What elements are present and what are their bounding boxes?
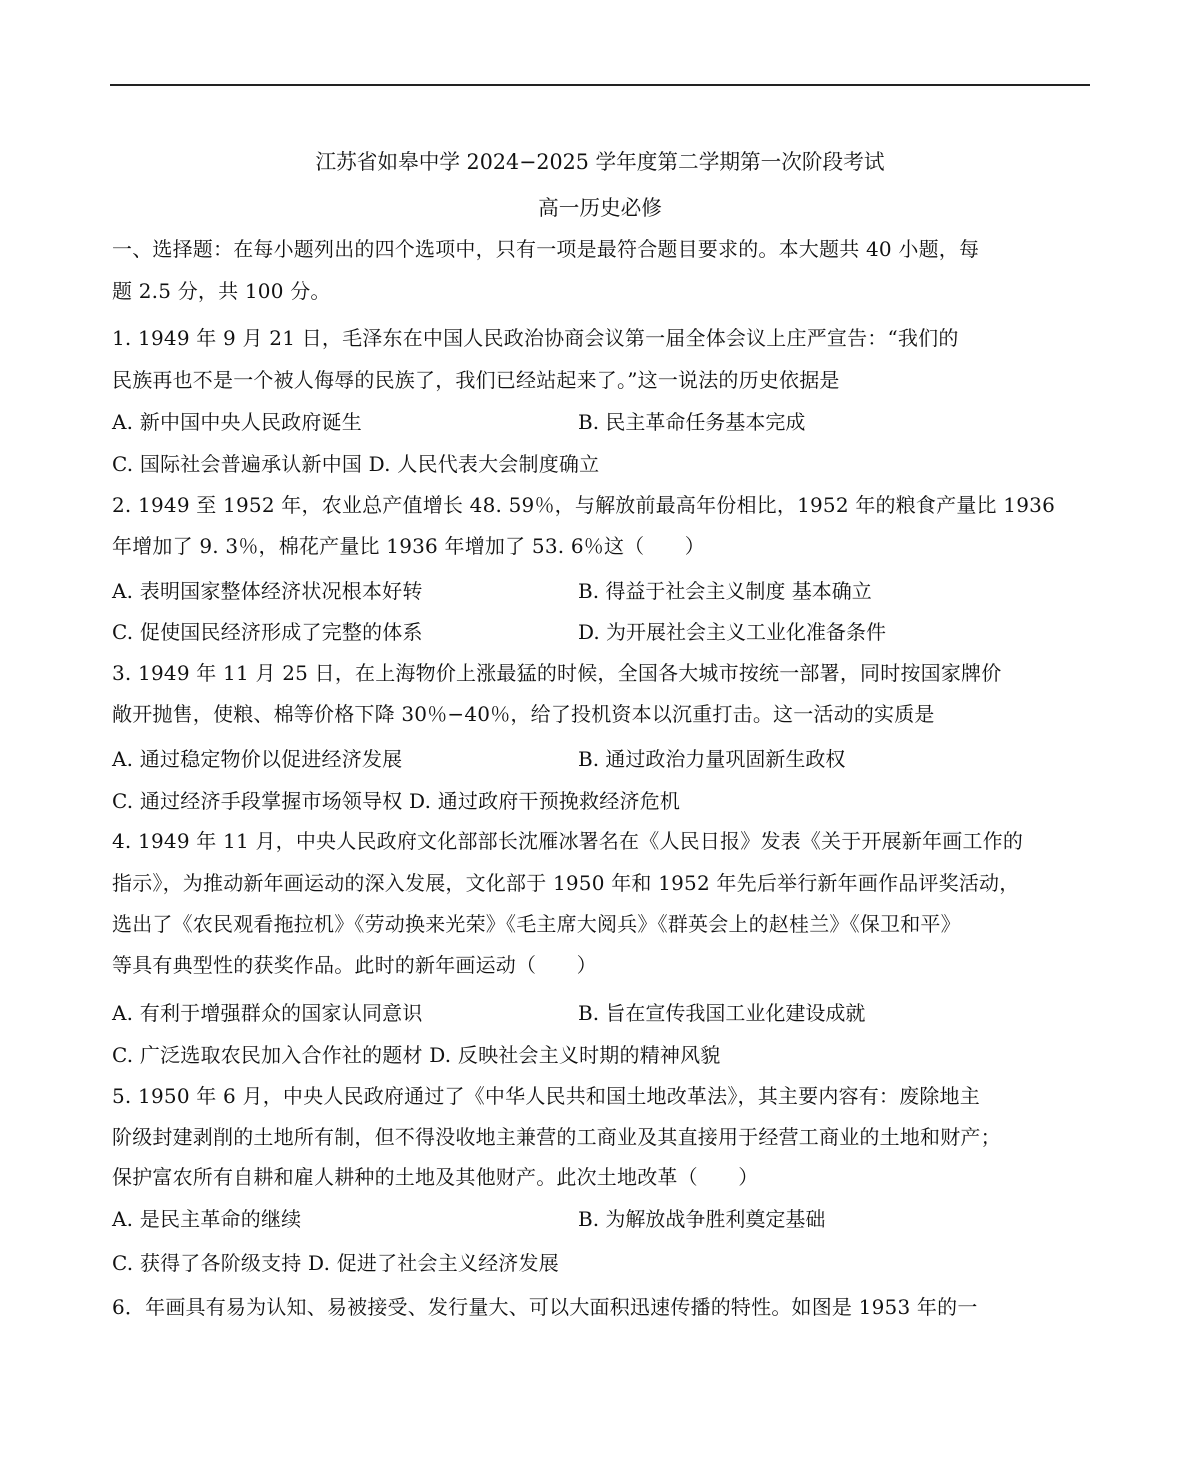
exam-subtitle: 高一历史必修 xyxy=(538,196,662,220)
q3-option-a: A. 通过稳定物价以促进经济发展 xyxy=(112,747,403,771)
q5-option-a: A. 是民主革命的继续 xyxy=(112,1207,302,1231)
q3-stem-line1: 3. 1949 年 11 月 25 日，在上海物价上涨最猛的时候，全国各大城市按统一部署，同时按国家牌价 xyxy=(112,661,1002,685)
q2-option-a: A. 表明国家整体经济状况根本好转 xyxy=(112,579,423,603)
q1-option-cd: C. 国际社会普遍承认新中国 D. 人民代表大会制度确立 xyxy=(112,452,600,476)
q1-option-b: B. 民主革命任务基本完成 xyxy=(578,410,806,434)
q3-option-b: B. 通过政治力量巩固新生政权 xyxy=(578,747,846,771)
section-instruction-line2: 题 2.5 分，共 100 分。 xyxy=(112,279,331,303)
q2-stem-line2: 年增加了 9. 3％，棉花产量比 1936 年增加了 53. 6％这（ ） xyxy=(112,534,705,558)
q4-option-cd: C. 广泛选取农民加入合作社的题材 D. 反映社会主义时期的精神风貌 xyxy=(112,1043,721,1067)
header-rule xyxy=(110,84,1090,86)
section-instruction-line1: 一、选择题：在每小题列出的四个选项中，只有一项是最符合题目要求的。本大题共 40 小题，每 xyxy=(112,237,980,261)
q3-option-cd: C. 通过经济手段掌握市场领导权 D. 通过政府干预挽救经济危机 xyxy=(112,789,681,813)
q2-option-d: D. 为开展社会主义工业化准备条件 xyxy=(578,620,887,644)
q6-stem-line1: 6．年画具有易为认知、易被接受、发行量大、可以大面积迅速传播的特性。如图是 1953 年的一 xyxy=(112,1295,978,1319)
exam-title: 江苏省如皋中学 2024−2025 学年度第二学期第一次阶段考试 xyxy=(315,150,885,174)
q5-stem-line3: 保护富农所有自耕和雇人耕种的土地及其他财产。此次土地改革（ ） xyxy=(112,1165,759,1189)
q4-stem-line1: 4. 1949 年 11 月，中央人民政府文化部部长沈雁冰署名在《人民日报》发表《关于开展新年画工作的 xyxy=(112,829,1024,853)
q4-stem-line3: 选出了《农民观看拖拉机》《劳动换来光荣》《毛主席大阅兵》《群英会上的赵桂兰》《保卫和平》 xyxy=(112,912,961,936)
q4-stem-line2: 指示》，为推动新年画运动的深入发展，文化部于 1950 年和 1952 年先后举行新年画作品评奖活动， xyxy=(112,871,1020,895)
q2-option-b: B. 得益于社会主义制度 基本确立 xyxy=(578,579,872,603)
q4-stem-line4: 等具有典型性的获奖作品。此时的新年画运动（ ） xyxy=(112,953,597,977)
q5-stem-line2: 阶级封建剥削的土地所有制，但不得没收地主兼营的工商业及其直接用于经营工商业的土地和财产； xyxy=(112,1125,1001,1149)
q4-option-b: B. 旨在宣传我国工业化建设成就 xyxy=(578,1001,866,1025)
q1-option-a: A. 新中国中央人民政府诞生 xyxy=(112,410,362,434)
q4-option-a: A. 有利于增强群众的国家认同意识 xyxy=(112,1001,423,1025)
q5-option-cd: C. 获得了各阶级支持 D. 促进了社会主义经济发展 xyxy=(112,1251,559,1275)
q1-stem-line1: 1. 1949 年 9 月 21 日，毛泽东在中国人民政治协商会议第一届全体会议上庄严宣告：“我们的 xyxy=(112,326,959,350)
q2-option-c: C. 促使国民经济形成了完整的体系 xyxy=(112,620,423,644)
q3-stem-line2: 敞开抛售，使粮、棉等价格下降 30％−40％，给了投机资本以沉重打击。这一活动的实质是 xyxy=(112,702,935,726)
q2-stem-line1: 2. 1949 至 1952 年，农业总产值增长 48. 59％，与解放前最高年份相比，1952 年的粮食产量比 1936 xyxy=(112,493,1055,517)
q5-stem-line1: 5. 1950 年 6 月，中央人民政府通过了《中华人民共和国土地改革法》，其主要内容有：废除地主 xyxy=(112,1084,980,1108)
q5-option-b: B. 为解放战争胜利奠定基础 xyxy=(578,1207,826,1231)
q1-stem-line2: 民族再也不是一个被人侮辱的民族了，我们已经站起来了。”这一说法的历史依据是 xyxy=(112,368,840,392)
